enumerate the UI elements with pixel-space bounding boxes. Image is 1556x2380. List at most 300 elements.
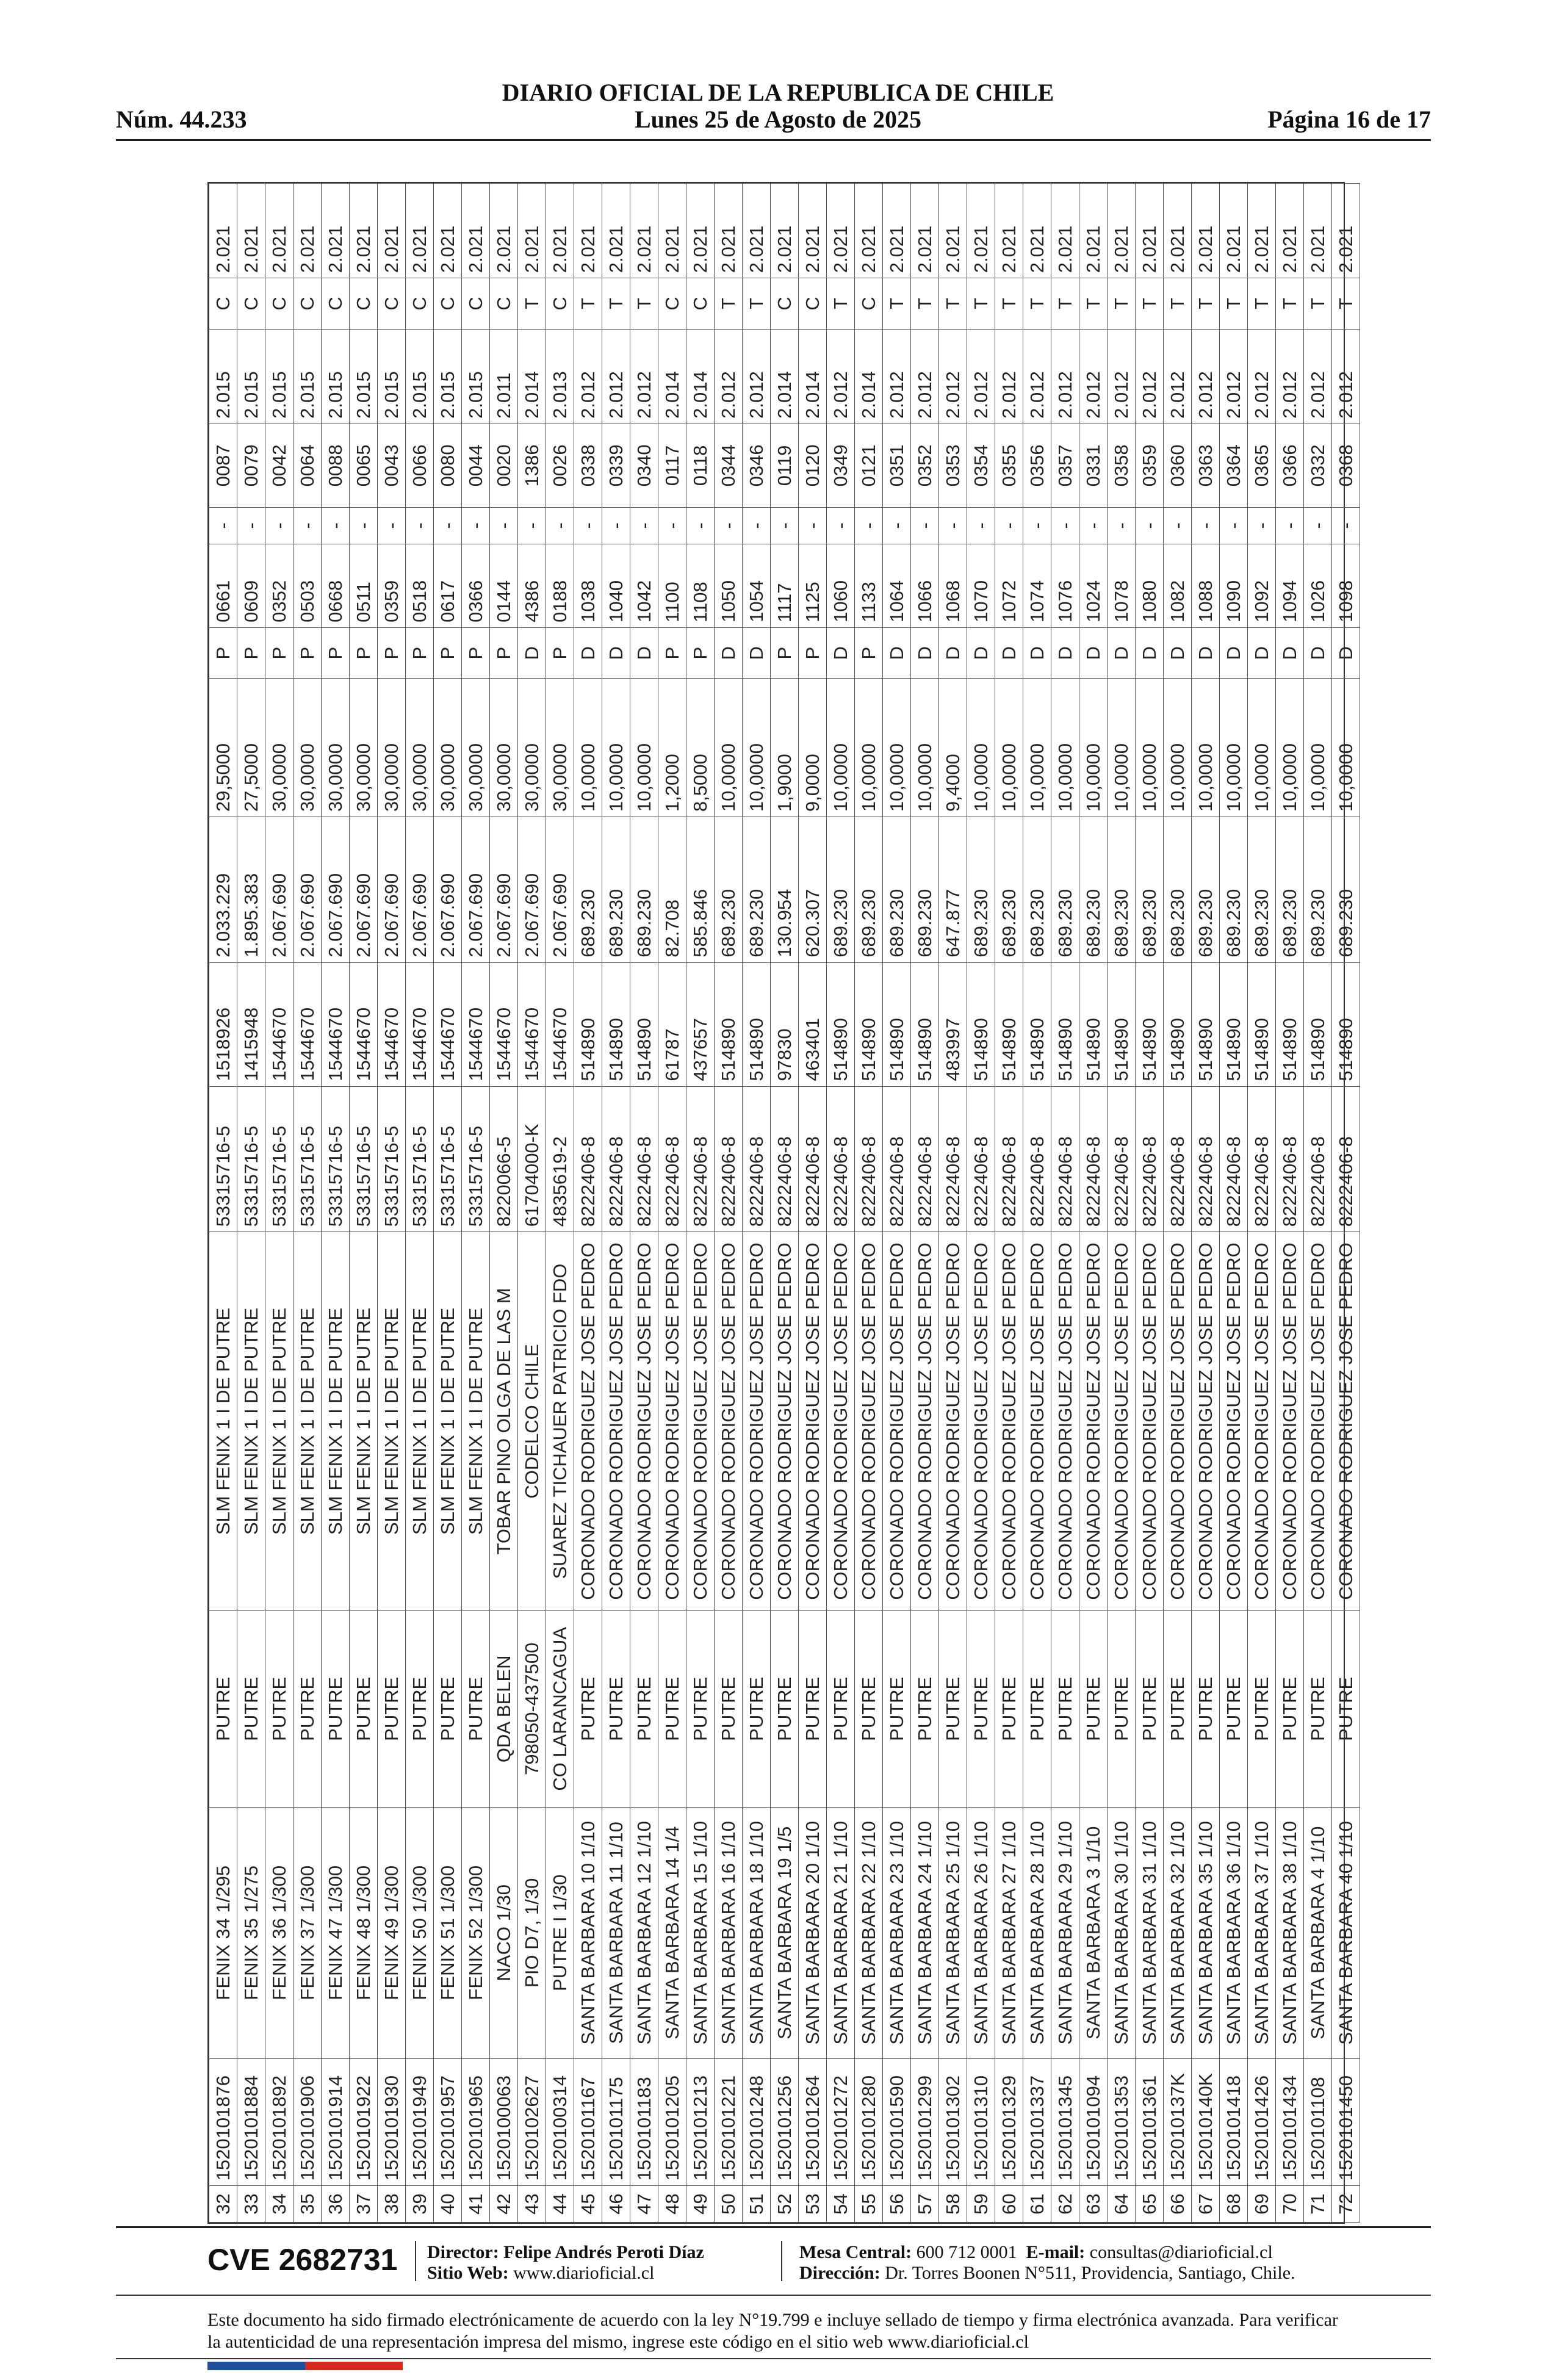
dash-cell: - [630, 508, 658, 544]
concession-name-cell: PUTRE I 1/30 [546, 1807, 574, 2058]
value-amount-cell: 689.230 [715, 817, 743, 963]
dash-cell: - [237, 508, 265, 544]
rol-number-cell: 1520101906 [294, 2058, 322, 2186]
dash-cell: - [574, 508, 602, 544]
registry-number-cell: 0359 [1136, 424, 1164, 507]
row-index-cell: 72 [1332, 2186, 1360, 2223]
holder-name-cell: TOBAR PINO OLGA DE LAS M [490, 1232, 518, 1610]
dash-cell: - [855, 508, 883, 544]
registry-number-cell: 0065 [350, 424, 378, 507]
rol-number-cell: 1520101329 [995, 2058, 1023, 2186]
location-cell: PUTRE [237, 1610, 265, 1807]
status-code-cell: T [518, 278, 546, 330]
website-line [427, 2263, 654, 2284]
dash-cell: - [434, 508, 462, 544]
hectares-cell: 30,0000 [518, 679, 546, 817]
holder-rut-cell: 8222406-8 [1192, 1086, 1220, 1232]
foja-cell: 1054 [743, 544, 771, 627]
dash-cell: - [939, 508, 967, 544]
dash-cell: - [406, 508, 434, 544]
status-code-cell: T [1304, 278, 1332, 330]
area-amount-cell: 1544670 [462, 962, 490, 1086]
location-cell: PUTRE [1079, 1610, 1108, 1807]
holder-rut-cell: 53315716-5 [237, 1086, 265, 1232]
status-code-cell: C [686, 278, 715, 330]
location-cell: PUTRE [883, 1610, 911, 1807]
area-amount-cell: 1518926 [209, 962, 237, 1086]
row-index-cell: 44 [546, 2186, 574, 2223]
year-cell: 2.021 [827, 184, 855, 278]
type-code-cell: P [546, 627, 574, 679]
row-index-cell: 57 [911, 2186, 939, 2223]
year-cell: 2.021 [1136, 184, 1164, 278]
type-code-cell: P [322, 627, 350, 679]
row-index-cell: 58 [939, 2186, 967, 2223]
concession-name-cell: SANTA BARBARA 29 1/10 [1051, 1807, 1079, 2058]
hectares-cell: 9,4000 [939, 679, 967, 817]
hectares-cell: 10,0000 [602, 679, 630, 817]
registry-year-cell: 2.012 [715, 329, 743, 424]
area-amount-cell: 514890 [1136, 962, 1164, 1086]
holder-rut-cell: 8222406-8 [883, 1086, 911, 1232]
concession-name-cell: SANTA BARBARA 10 1/10 [574, 1807, 602, 2058]
dash-cell: - [967, 508, 995, 544]
location-cell: CO LARANCAGUA [546, 1610, 574, 1807]
year-cell: 2.021 [855, 184, 883, 278]
holder-rut-cell: 8220066-5 [490, 1086, 518, 1232]
registry-year-cell: 2.015 [322, 329, 350, 424]
value-amount-cell: 689.230 [1248, 817, 1276, 963]
row-index-cell: 62 [1051, 2186, 1079, 2223]
registry-number-cell: 0066 [406, 424, 434, 507]
value-amount-cell: 2.067.690 [322, 817, 350, 963]
location-cell: PUTRE [265, 1610, 294, 1807]
table-row [1051, 184, 1079, 2223]
registry-number-cell: 0087 [209, 424, 237, 507]
registry-year-cell: 2.014 [658, 329, 686, 424]
rol-number-cell: 1520101914 [322, 2058, 350, 2186]
type-code-cell: D [995, 627, 1023, 679]
area-amount-cell: 514890 [1304, 962, 1332, 1086]
status-code-cell: C [462, 278, 490, 330]
type-code-cell: P [686, 627, 715, 679]
value-amount-cell: 2.067.690 [490, 817, 518, 963]
dash-cell: - [462, 508, 490, 544]
hectares-cell: 30,0000 [462, 679, 490, 817]
year-cell: 2.021 [1051, 184, 1079, 278]
table-row [1136, 184, 1164, 2223]
concession-name-cell: SANTA BARBARA 32 1/10 [1164, 1807, 1192, 2058]
row-index-cell: 65 [1136, 2186, 1164, 2223]
hectares-cell: 29,5000 [209, 679, 237, 817]
status-code-cell: C [658, 278, 686, 330]
hectares-cell: 30,0000 [265, 679, 294, 817]
mesa-value: 600 712 0001 [916, 2242, 1017, 2262]
concession-name-cell: SANTA BARBARA 37 1/10 [1248, 1807, 1276, 2058]
location-cell: PUTRE [658, 1610, 686, 1807]
foja-cell: 1060 [827, 544, 855, 627]
row-index-cell: 59 [967, 2186, 995, 2223]
concession-name-cell: SANTA BARBARA 25 1/10 [939, 1807, 967, 2058]
holder-rut-cell: 8222406-8 [1304, 1086, 1332, 1232]
table-row [406, 184, 434, 2223]
concession-name-cell: NACO 1/30 [490, 1807, 518, 2058]
holder-name-cell: CORONADO RODRIGUEZ JOSE PEDRO [630, 1232, 658, 1610]
row-index-cell: 42 [490, 2186, 518, 2223]
dash-cell: - [350, 508, 378, 544]
location-cell: PUTRE [462, 1610, 490, 1807]
rol-number-cell: 1520101256 [771, 2058, 799, 2186]
area-amount-cell: 514890 [855, 962, 883, 1086]
status-code-cell: T [1332, 278, 1360, 330]
foja-cell: 1080 [1136, 544, 1164, 627]
foja-cell: 1117 [771, 544, 799, 627]
holder-name-cell: SLM FENIX 1 I DE PUTRE [322, 1232, 350, 1610]
publication-title: DIARIO OFICIAL DE LA REPUBLICA DE CHILE [502, 79, 1054, 106]
table-row [1248, 184, 1276, 2223]
registry-year-cell: 2.012 [630, 329, 658, 424]
row-index-cell: 54 [827, 2186, 855, 2223]
foja-cell: 4386 [518, 544, 546, 627]
foja-cell: 1024 [1079, 544, 1108, 627]
year-cell: 2.021 [743, 184, 771, 278]
value-amount-cell: 689.230 [574, 817, 602, 963]
foja-cell: 1040 [602, 544, 630, 627]
year-cell: 2.021 [322, 184, 350, 278]
status-code-cell: T [911, 278, 939, 330]
holder-name-cell: CORONADO RODRIGUEZ JOSE PEDRO [1304, 1232, 1332, 1610]
row-index-cell: 43 [518, 2186, 546, 2223]
director-label: Director: [427, 2242, 499, 2262]
hectares-cell: 10,0000 [630, 679, 658, 817]
table-row [490, 184, 518, 2223]
holder-name-cell: SLM FENIX 1 I DE PUTRE [462, 1232, 490, 1610]
dash-cell: - [1023, 508, 1051, 544]
row-index-cell: 63 [1079, 2186, 1108, 2223]
type-code-cell: P [771, 627, 799, 679]
dash-cell: - [658, 508, 686, 544]
rol-number-cell: 1520101434 [1276, 2058, 1304, 2186]
row-index-cell: 71 [1304, 2186, 1332, 2223]
hectares-cell: 10,0000 [827, 679, 855, 817]
location-cell: PUTRE [799, 1610, 827, 1807]
location-cell: PUTRE [827, 1610, 855, 1807]
type-code-cell: D [1051, 627, 1079, 679]
location-cell: PUTRE [1108, 1610, 1136, 1807]
mesa-label: Mesa Central: [799, 2242, 912, 2262]
rol-number-cell: 1520101280 [855, 2058, 883, 2186]
registry-year-cell: 2.015 [237, 329, 265, 424]
type-code-cell: P [209, 627, 237, 679]
hectares-cell: 10,0000 [1332, 679, 1360, 817]
hectares-cell: 30,0000 [350, 679, 378, 817]
row-index-cell: 70 [1276, 2186, 1304, 2223]
area-amount-cell: 1544670 [322, 962, 350, 1086]
concession-name-cell: FENIX 34 1/295 [209, 1807, 237, 2058]
registry-number-cell: 0353 [939, 424, 967, 507]
value-amount-cell: 689.230 [883, 817, 911, 963]
status-code-cell: T [883, 278, 911, 330]
year-cell: 2.021 [350, 184, 378, 278]
table-row [1164, 184, 1192, 2223]
row-index-cell: 69 [1248, 2186, 1276, 2223]
registry-number-cell: 0080 [434, 424, 462, 507]
value-amount-cell: 2.067.690 [462, 817, 490, 963]
rol-number-cell: 1520101892 [265, 2058, 294, 2186]
status-code-cell: T [1276, 278, 1304, 330]
type-code-cell: P [799, 627, 827, 679]
row-index-cell: 48 [658, 2186, 686, 2223]
foja-cell: 0144 [490, 544, 518, 627]
year-cell: 2.021 [1108, 184, 1136, 278]
holder-name-cell: CORONADO RODRIGUEZ JOSE PEDRO [827, 1232, 855, 1610]
registry-year-cell: 2.012 [1332, 329, 1360, 424]
row-index-cell: 55 [855, 2186, 883, 2223]
registry-year-cell: 2.015 [265, 329, 294, 424]
registry-number-cell: 0118 [686, 424, 715, 507]
row-index-cell: 37 [350, 2186, 378, 2223]
hectares-cell: 10,0000 [1276, 679, 1304, 817]
table-row [883, 184, 911, 2223]
area-amount-cell: 1544670 [350, 962, 378, 1086]
foja-cell: 0503 [294, 544, 322, 627]
location-cell: PUTRE [1332, 1610, 1360, 1807]
table-row [715, 184, 743, 2223]
table-row [462, 184, 490, 2223]
area-amount-cell: 61787 [658, 962, 686, 1086]
hectares-cell: 9,0000 [799, 679, 827, 817]
row-index-cell: 66 [1164, 2186, 1192, 2223]
location-cell: PUTRE [378, 1610, 406, 1807]
area-amount-cell: 514890 [1220, 962, 1248, 1086]
foja-cell: 1038 [574, 544, 602, 627]
row-index-cell: 49 [686, 2186, 715, 2223]
area-amount-cell: 514890 [1276, 962, 1304, 1086]
foja-cell: 0617 [434, 544, 462, 627]
hectares-cell: 10,0000 [1164, 679, 1192, 817]
table-row [771, 184, 799, 2223]
rol-number-cell: 1520101345 [1051, 2058, 1079, 2186]
dash-cell: - [1248, 508, 1276, 544]
row-index-cell: 46 [602, 2186, 630, 2223]
hectares-cell: 10,0000 [574, 679, 602, 817]
holder-name-cell: CORONADO RODRIGUEZ JOSE PEDRO [1164, 1232, 1192, 1610]
rol-number-cell: 1520100314 [546, 2058, 574, 2186]
value-amount-cell: 1.895.383 [237, 817, 265, 963]
registry-number-cell: 0368 [1332, 424, 1360, 507]
row-index-cell: 60 [995, 2186, 1023, 2223]
concession-name-cell: SANTA BARBARA 27 1/10 [995, 1807, 1023, 2058]
type-code-cell: D [1304, 627, 1332, 679]
registry-number-cell: 0363 [1192, 424, 1220, 507]
row-index-cell: 35 [294, 2186, 322, 2223]
table-row [743, 184, 771, 2223]
concession-name-cell: SANTA BARBARA 14 1/4 [658, 1807, 686, 2058]
area-amount-cell: 514890 [827, 962, 855, 1086]
value-amount-cell: 2.067.690 [518, 817, 546, 963]
registry-number-cell: 0339 [602, 424, 630, 507]
rol-number-cell: 1520101426 [1248, 2058, 1276, 2186]
concession-name-cell: SANTA BARBARA 15 1/10 [686, 1807, 715, 2058]
table-row [658, 184, 686, 2223]
holder-name-cell: SLM FENIX 1 I DE PUTRE [434, 1232, 462, 1610]
table-row [827, 184, 855, 2223]
location-cell: PUTRE [574, 1610, 602, 1807]
area-amount-cell: 1544670 [434, 962, 462, 1086]
dash-cell: - [294, 508, 322, 544]
website-label: Sitio Web: [427, 2263, 509, 2283]
holder-rut-cell: 8222406-8 [771, 1086, 799, 1232]
rol-number-cell: 1520101205 [658, 2058, 686, 2186]
year-cell: 2.021 [406, 184, 434, 278]
dash-cell: - [209, 508, 237, 544]
type-code-cell: D [1220, 627, 1248, 679]
year-cell: 2.021 [630, 184, 658, 278]
hectares-cell: 1,9000 [771, 679, 799, 817]
address-label: Dirección: [799, 2263, 881, 2283]
registry-year-cell: 2.012 [1248, 329, 1276, 424]
rol-number-cell: 152010140K [1192, 2058, 1220, 2186]
registry-number-cell: 0340 [630, 424, 658, 507]
table-row [378, 184, 406, 2223]
holder-name-cell: SLM FENIX 1 I DE PUTRE [378, 1232, 406, 1610]
type-code-cell: D [743, 627, 771, 679]
registry-year-cell: 2.014 [799, 329, 827, 424]
type-code-cell: D [630, 627, 658, 679]
dash-cell: - [743, 508, 771, 544]
dash-cell: - [686, 508, 715, 544]
dash-cell: - [715, 508, 743, 544]
registry-number-cell: 0355 [995, 424, 1023, 507]
value-amount-cell: 689.230 [1332, 817, 1360, 963]
holder-rut-cell: 8222406-8 [743, 1086, 771, 1232]
type-code-cell: D [574, 627, 602, 679]
concession-name-cell: FENIX 52 1/300 [462, 1807, 490, 2058]
rol-number-cell: 1520101876 [209, 2058, 237, 2186]
registry-number-cell: 0346 [743, 424, 771, 507]
dash-cell: - [1108, 508, 1136, 544]
foja-cell: 1066 [911, 544, 939, 627]
registry-number-cell: 0088 [322, 424, 350, 507]
rol-number-cell: 1520101949 [406, 2058, 434, 2186]
value-amount-cell: 689.230 [1164, 817, 1192, 963]
holder-rut-cell: 53315716-5 [462, 1086, 490, 1232]
year-cell: 2.021 [1304, 184, 1332, 278]
area-amount-cell: 1415948 [237, 962, 265, 1086]
concession-name-cell: SANTA BARBARA 35 1/10 [1192, 1807, 1220, 2058]
area-amount-cell: 514890 [967, 962, 995, 1086]
rol-number-cell: 1520101310 [967, 2058, 995, 2186]
registry-number-cell: 0364 [1220, 424, 1248, 507]
area-amount-cell: 514890 [1051, 962, 1079, 1086]
registry-number-cell: 0331 [1079, 424, 1108, 507]
holder-rut-cell: 8222406-8 [911, 1086, 939, 1232]
area-amount-cell: 1544670 [265, 962, 294, 1086]
holder-rut-cell: 8222406-8 [967, 1086, 995, 1232]
type-code-cell: P [406, 627, 434, 679]
area-amount-cell: 514890 [743, 962, 771, 1086]
value-amount-cell: 689.230 [1023, 817, 1051, 963]
issue-number: Núm. 44.233 [116, 106, 247, 133]
year-cell: 2.021 [462, 184, 490, 278]
holder-rut-cell: 4835619-2 [546, 1086, 574, 1232]
table-row [574, 184, 602, 2223]
registry-year-cell: 2.012 [1023, 329, 1051, 424]
registry-number-cell: 0349 [827, 424, 855, 507]
registry-number-cell: 0120 [799, 424, 827, 507]
table-row [434, 184, 462, 2223]
row-index-cell: 50 [715, 2186, 743, 2223]
year-cell: 2.021 [883, 184, 911, 278]
holder-name-cell: SUAREZ TICHAUER PATRICIO FDO [546, 1232, 574, 1610]
registry-year-cell: 2.012 [1304, 329, 1332, 424]
concessions-table-rotated [209, 183, 1356, 2223]
value-amount-cell: 689.230 [1276, 817, 1304, 963]
table-row [237, 184, 265, 2223]
row-index-cell: 40 [434, 2186, 462, 2223]
concession-name-cell: SANTA BARBARA 40 1/10 [1332, 1807, 1360, 2058]
value-amount-cell: 689.230 [743, 817, 771, 963]
foja-cell: 1076 [1051, 544, 1079, 627]
email-label: E-mail: [1026, 2242, 1086, 2262]
location-cell: PUTRE [939, 1610, 967, 1807]
registry-year-cell: 2.015 [462, 329, 490, 424]
year-cell: 2.021 [518, 184, 546, 278]
holder-name-cell: CORONADO RODRIGUEZ JOSE PEDRO [1023, 1232, 1051, 1610]
holder-rut-cell: 53315716-5 [294, 1086, 322, 1232]
registry-year-cell: 2.012 [602, 329, 630, 424]
status-code-cell: T [1192, 278, 1220, 330]
registry-year-cell: 2.012 [1079, 329, 1108, 424]
row-index-cell: 67 [1192, 2186, 1220, 2223]
concession-name-cell: SANTA BARBARA 18 1/10 [743, 1807, 771, 2058]
registry-year-cell: 2.012 [743, 329, 771, 424]
dash-cell: - [827, 508, 855, 544]
location-cell: PUTRE [715, 1610, 743, 1807]
holder-rut-cell: 53315716-5 [322, 1086, 350, 1232]
type-code-cell: D [1023, 627, 1051, 679]
holder-name-cell: CORONADO RODRIGUEZ JOSE PEDRO [1192, 1232, 1220, 1610]
area-amount-cell: 514890 [715, 962, 743, 1086]
concession-name-cell: SANTA BARBARA 38 1/10 [1276, 1807, 1304, 2058]
registry-number-cell: 0026 [546, 424, 574, 507]
flag-stripe-blue [207, 2362, 305, 2370]
type-code-cell: P [855, 627, 883, 679]
year-cell: 2.021 [1164, 184, 1192, 278]
value-amount-cell: 689.230 [995, 817, 1023, 963]
table-row [1108, 184, 1136, 2223]
holder-rut-cell: 53315716-5 [434, 1086, 462, 1232]
value-amount-cell: 130.954 [771, 817, 799, 963]
area-amount-cell: 514890 [911, 962, 939, 1086]
location-cell: PUTRE [1051, 1610, 1079, 1807]
hectares-cell: 10,0000 [1023, 679, 1051, 817]
foja-cell: 0359 [378, 544, 406, 627]
holder-rut-cell: 8222406-8 [1164, 1086, 1192, 1232]
concession-name-cell: SANTA BARBARA 21 1/10 [827, 1807, 855, 2058]
value-amount-cell: 689.230 [1051, 817, 1079, 963]
location-cell: PUTRE [294, 1610, 322, 1807]
foja-cell: 0661 [209, 544, 237, 627]
registry-number-cell: 0064 [294, 424, 322, 507]
hectares-cell: 10,0000 [883, 679, 911, 817]
area-amount-cell: 514890 [995, 962, 1023, 1086]
holder-rut-cell: 53315716-5 [265, 1086, 294, 1232]
holder-name-cell: CORONADO RODRIGUEZ JOSE PEDRO [743, 1232, 771, 1610]
value-amount-cell: 689.230 [1136, 817, 1164, 963]
type-code-cell: P [462, 627, 490, 679]
dash-cell: - [602, 508, 630, 544]
